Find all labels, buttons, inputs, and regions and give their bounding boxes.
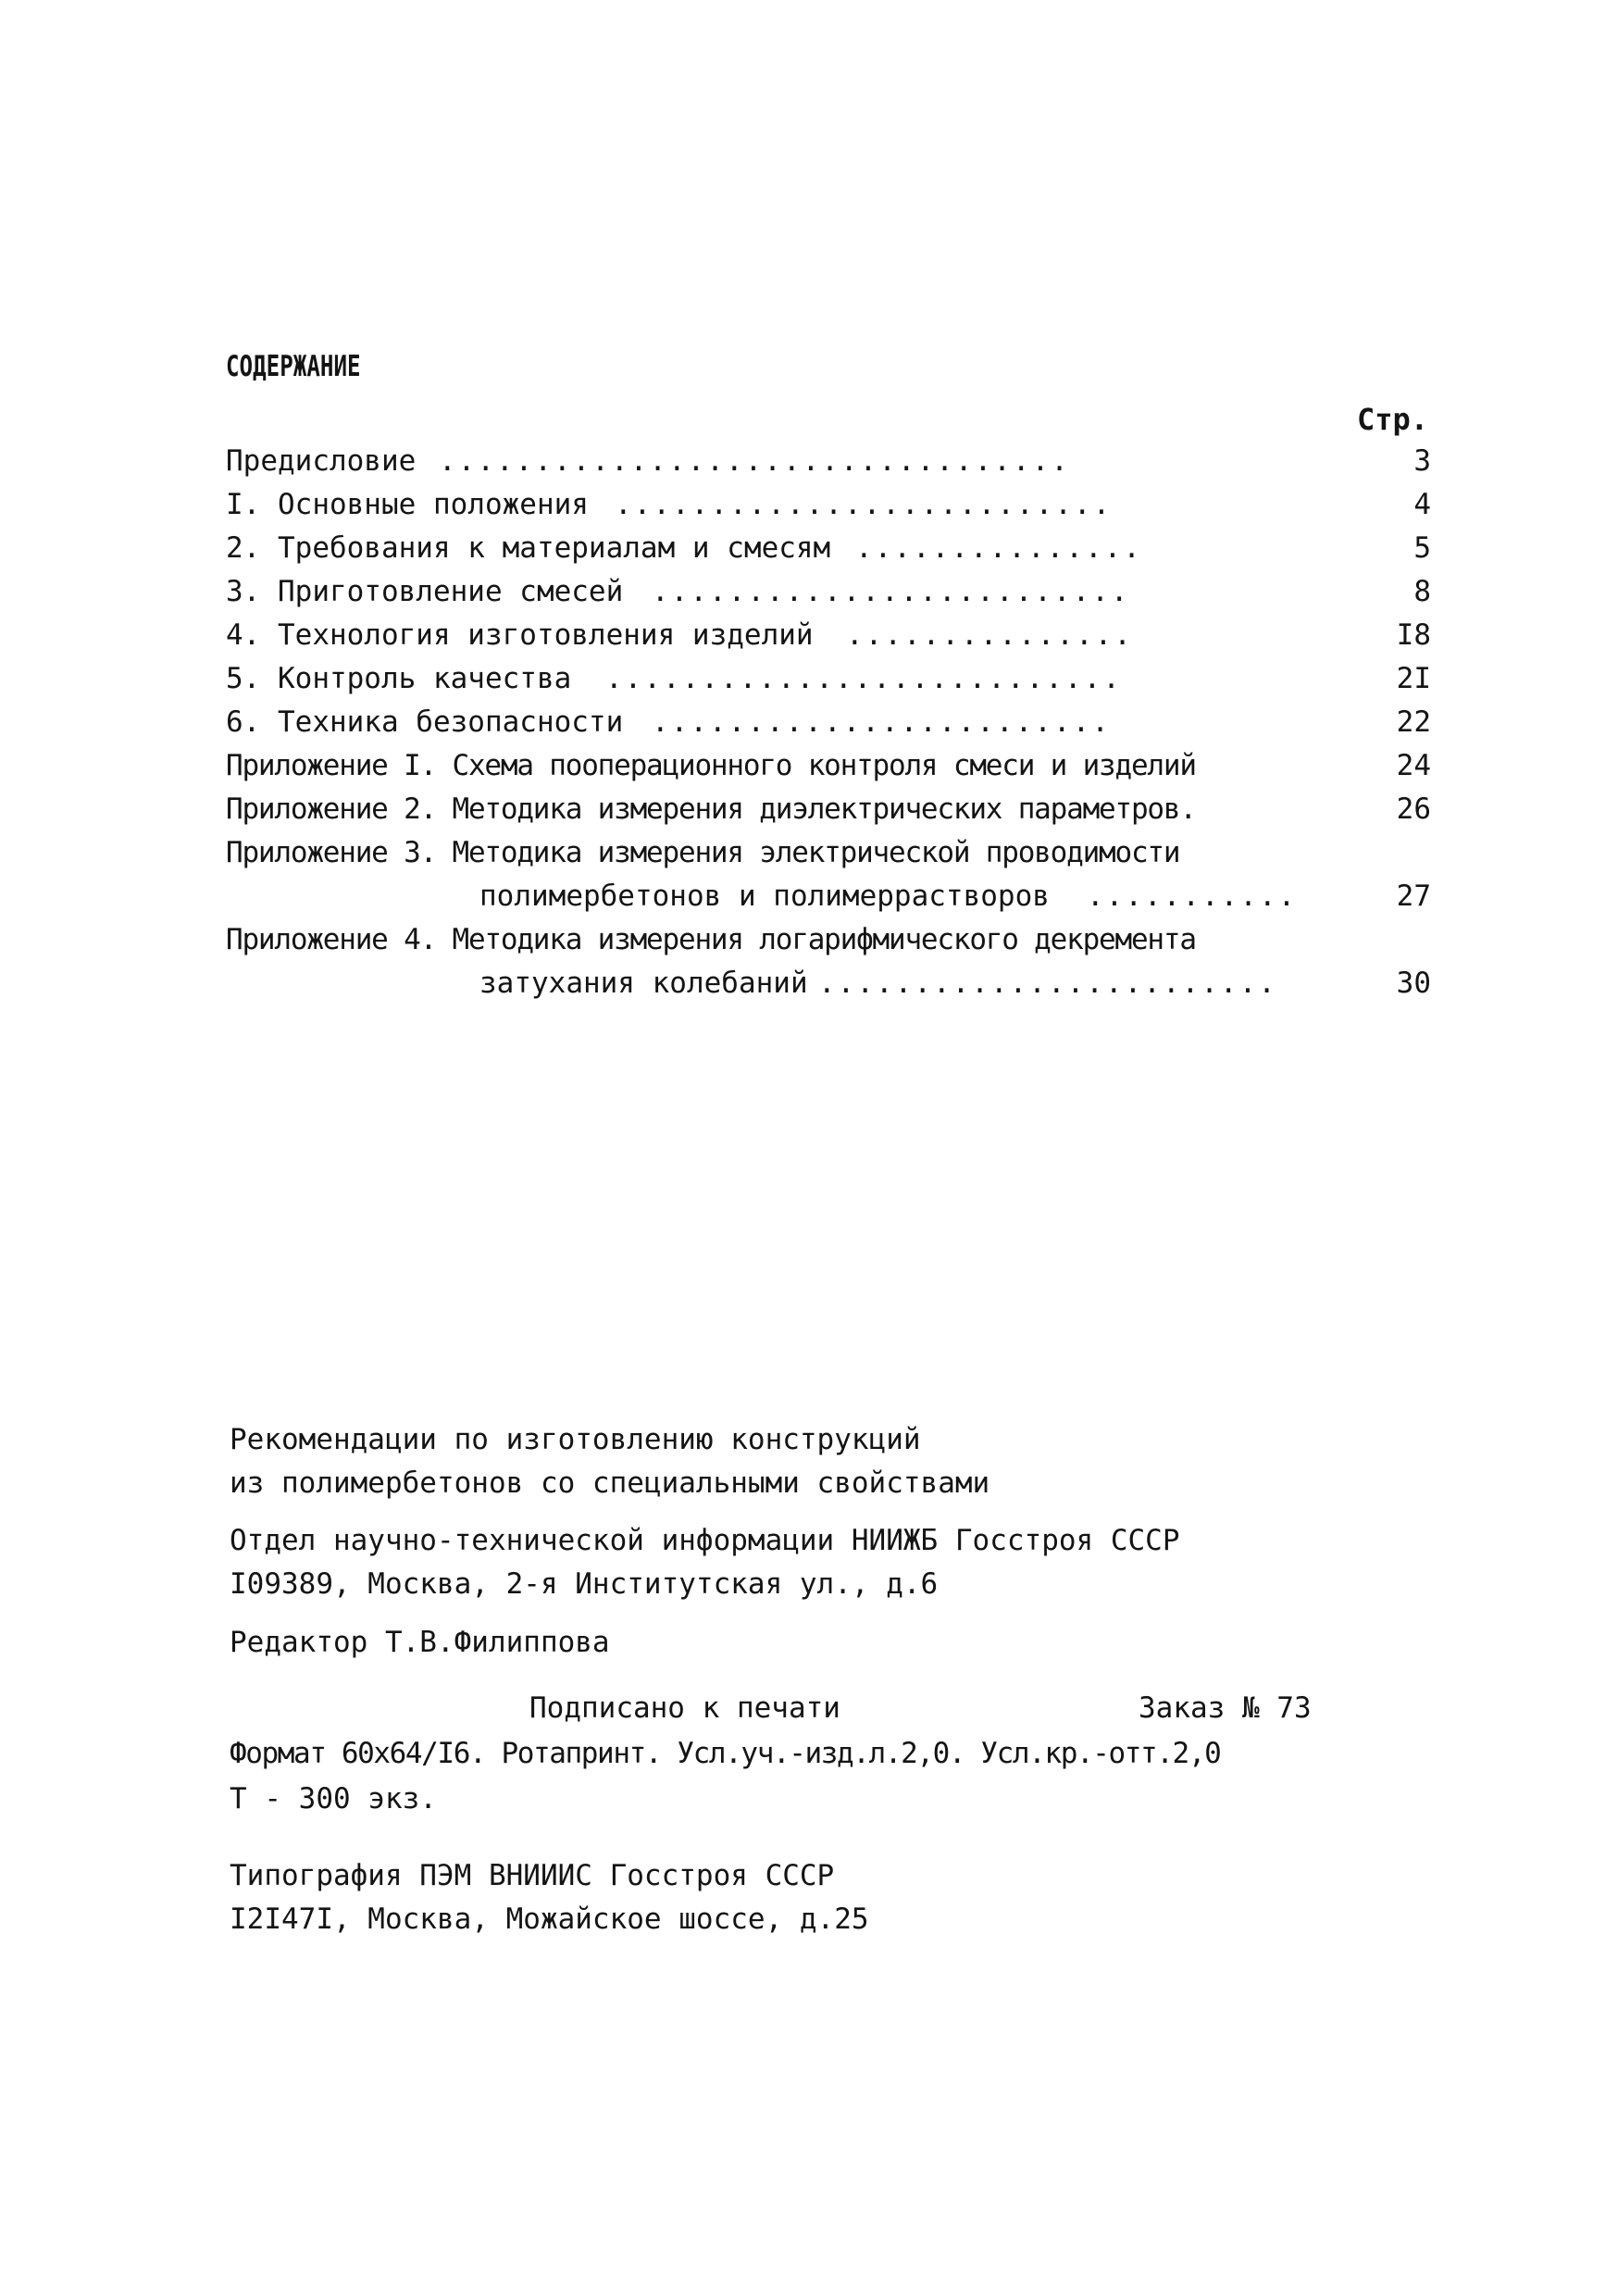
toc-entry-page: 22 bbox=[1396, 705, 1431, 739]
toc-entry-text: 5. Контроль качества bbox=[226, 662, 572, 695]
toc-entry-dots: .......................... bbox=[615, 488, 1113, 521]
toc-entry-text: Приложение 4. Методика измерения логарифмического декремента bbox=[226, 923, 1196, 956]
toc-entry-text: Приложение I. Схема пооперационного контроля смеси и изделий bbox=[226, 749, 1196, 782]
toc-entry bbox=[226, 923, 1383, 966]
toc-entry-page: 24 bbox=[1396, 749, 1431, 782]
editor: Редактор Т.В.Филиппова bbox=[230, 1626, 610, 1659]
toc-entry-dots: ................................. bbox=[439, 444, 1070, 478]
toc-entry-dots: ............... bbox=[855, 531, 1142, 565]
toc-entry-page: 5 bbox=[1413, 531, 1431, 565]
imprint-title-line-1: Рекомендации по изготовлению конструкций bbox=[230, 1423, 921, 1456]
toc-entry bbox=[226, 618, 1431, 661]
toc-entry bbox=[226, 705, 1431, 748]
format-line: Формат 60х64/I6. Ротапринт. Усл.уч.-изд.л.2,0. Усл.кр.-отт.2,0 bbox=[230, 1737, 1221, 1770]
toc-title: СОДЕРЖАНИЕ bbox=[226, 350, 361, 383]
toc-entry-dots: ........................ bbox=[652, 705, 1111, 739]
publisher-line-1: Отдел научно-технической информации НИИЖБ Госстроя СССР bbox=[230, 1524, 1180, 1557]
toc-entry-dots: ........... bbox=[1087, 880, 1298, 913]
toc-entry-page: 30 bbox=[1396, 967, 1431, 1000]
toc-entry-text: I. Основные положения bbox=[226, 488, 589, 521]
toc-entry bbox=[226, 749, 1431, 792]
toc-entry-text: Предисловие bbox=[226, 444, 417, 478]
page-column-header: Стр. bbox=[1357, 402, 1429, 437]
publisher-line-2: I09389, Москва, 2-я Институтская ул., д.6 bbox=[230, 1567, 939, 1601]
toc-entry-text: Приложение 2. Методика измерения диэлектрических параметров. bbox=[226, 792, 1196, 826]
toc-entry bbox=[226, 662, 1431, 705]
toc-entry bbox=[226, 967, 1431, 1009]
toc-entry-text: 4. Технология изготовления изделий bbox=[226, 618, 814, 652]
printer-line-1: Типография ПЭМ ВНИИИС Госстроя СССР bbox=[230, 1859, 835, 1892]
toc-entry-page: 3 bbox=[1413, 444, 1431, 478]
toc-entry-dots: ......................... bbox=[652, 575, 1130, 608]
toc-entry-page: 4 bbox=[1413, 488, 1431, 521]
toc-entry bbox=[226, 792, 1431, 835]
toc-entry-page: 26 bbox=[1396, 792, 1431, 826]
toc-entry-text: 6. Техника безопасности bbox=[226, 705, 624, 739]
toc-entry-dots: ........................ bbox=[818, 967, 1277, 1000]
toc-entry-dots: ........................... bbox=[605, 662, 1122, 695]
toc-entry-text: 3. Приготовление смесей bbox=[226, 575, 624, 608]
toc-entry-page: 8 bbox=[1413, 575, 1431, 608]
toc-entry bbox=[226, 880, 1431, 922]
toc-entry-text: полимербетонов и полимеррастворов bbox=[479, 880, 1050, 913]
toc-entry-text: Приложение 3. Методика измерения электрической проводимости bbox=[226, 836, 1180, 869]
toc-entry bbox=[226, 531, 1431, 574]
toc-entry bbox=[226, 444, 1431, 487]
printer-line-2: I2I47I, Москва, Можайское шоссе, д.25 bbox=[230, 1903, 869, 1936]
toc-entry-text: затухания колебаний bbox=[479, 967, 808, 1000]
toc-entry bbox=[226, 575, 1431, 618]
signed-for-print: Подписано к печати bbox=[529, 1691, 840, 1725]
toc-entry-page: 2I bbox=[1396, 662, 1431, 695]
circulation: Т - 300 экз. bbox=[230, 1782, 437, 1816]
toc-entry-text: 2. Требования к материалам и смесям bbox=[226, 531, 831, 565]
toc-entry-dots: ............... bbox=[846, 618, 1133, 652]
toc-entry-page: 27 bbox=[1396, 880, 1431, 913]
order-number: Заказ № 73 bbox=[1139, 1691, 1312, 1725]
imprint-title-line-2: из полимербетонов со специальными свойствами bbox=[230, 1466, 990, 1500]
toc-entry bbox=[226, 836, 1383, 879]
toc-entry-page: I8 bbox=[1396, 618, 1431, 652]
toc-entry bbox=[226, 488, 1431, 530]
